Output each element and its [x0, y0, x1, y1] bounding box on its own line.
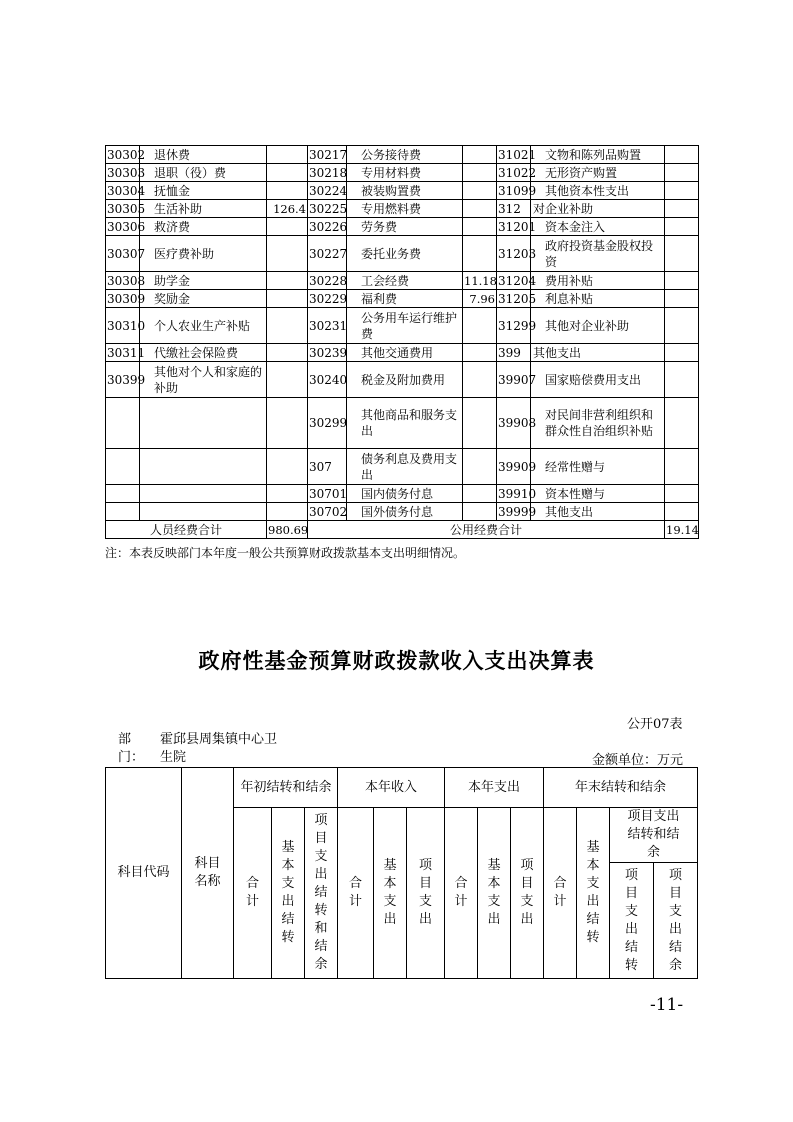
personnel-name-cell: 退职（役）费	[140, 164, 267, 182]
personnel-name-cell	[140, 449, 267, 485]
personnel-amount-cell	[267, 449, 308, 485]
public2-amount-cell	[665, 362, 699, 398]
personnel-code-cell	[106, 449, 140, 485]
personnel-amount-cell	[267, 272, 308, 290]
public2-amount-cell	[665, 164, 699, 182]
public-code-cell: 30240	[308, 362, 347, 398]
personnel-code-cell: 30309	[107, 291, 146, 306]
public2-amount-cell	[665, 218, 699, 236]
closing-basic-carryover-header: 基本支出结转	[577, 808, 610, 979]
public2-code-cell: 39999	[498, 504, 537, 519]
personnel-code-cell: 30308	[107, 273, 146, 288]
public-name-cell: 被装购置费	[347, 182, 463, 200]
personnel-name-cell: 退休费	[140, 146, 267, 164]
public2-name-cell: 其他支出	[531, 344, 665, 362]
public-amount-cell	[463, 182, 497, 200]
public-code-cell: 30226	[309, 219, 348, 234]
table-row	[106, 272, 699, 290]
personnel-name-cell: 其他对个人和家庭的补助	[140, 362, 267, 398]
personnel-code-cell: 30306	[107, 219, 146, 234]
public-code-cell: 30702	[309, 504, 348, 519]
public2-name-cell: 资本性赠与	[531, 485, 665, 503]
public2-amount-cell	[665, 308, 699, 344]
public-code-cell: 30218	[309, 165, 348, 180]
closing-total-header: 合计	[544, 808, 577, 979]
basic-expense-detail-table	[105, 145, 699, 539]
dept-name-line2: 生院	[160, 750, 187, 765]
dept-name-line1: 霍邱县周集镇中心卫	[160, 732, 278, 747]
public-name-cell: 工会经费	[347, 272, 463, 290]
public-amount-cell	[463, 164, 497, 182]
personnel-amount-cell	[267, 182, 308, 200]
public2-amount-cell	[665, 146, 699, 164]
public2-name-cell: 其他资本性支出	[531, 182, 665, 200]
public2-code-cell: 39908	[497, 398, 531, 449]
total-row	[106, 521, 699, 539]
public2-amount-cell	[665, 398, 699, 449]
public2-code-cell: 312	[497, 200, 531, 218]
public2-amount-cell	[665, 344, 699, 362]
table-row	[106, 200, 699, 218]
table-row	[106, 290, 699, 308]
public-code-cell: 30229	[309, 291, 348, 306]
opening-balance-header: 年初结转和结余	[234, 768, 338, 808]
closing-balance-header: 年末结转和结余	[544, 768, 698, 808]
table-row	[106, 344, 699, 362]
public2-name-cell: 政府投资基金股权投资	[531, 236, 665, 272]
public-code-cell: 30217	[309, 147, 348, 162]
personnel-amount-cell	[267, 398, 308, 449]
public-amount-cell	[463, 236, 497, 272]
personnel-code-cell	[106, 503, 140, 521]
closing-project-surplus-header: 项目支出结余	[654, 863, 698, 979]
personnel-name-cell: 助学金	[140, 272, 267, 290]
table-row	[106, 485, 699, 503]
public-name-cell: 国外债务付息	[347, 503, 463, 521]
page-number: -11-	[650, 995, 684, 1015]
personnel-amount-cell	[267, 308, 308, 344]
public2-name-cell: 资本金注入	[531, 218, 665, 236]
public-name-cell: 福利费	[347, 290, 463, 308]
form-id: 公开07表	[627, 717, 683, 732]
dept-label-line1: 部	[118, 732, 132, 747]
public-total-label: 公用经费合计	[308, 521, 665, 539]
public-code-cell: 307	[308, 449, 347, 485]
public-code-cell: 30231	[308, 308, 347, 344]
public2-name-cell: 对民间非营利组织和群众性自治组织补贴	[531, 398, 665, 449]
public-amount-cell	[463, 200, 497, 218]
public-code-cell: 30227	[308, 236, 347, 272]
fund-budget-header-table	[105, 767, 698, 979]
personnel-amount-cell	[267, 485, 308, 503]
table-row	[106, 398, 699, 449]
personnel-amount-cell	[267, 344, 308, 362]
personnel-code-cell: 30304	[107, 183, 146, 198]
public-name-cell: 税金及附加费用	[347, 362, 463, 398]
personnel-code-cell: 30302	[107, 147, 146, 162]
public-name-cell: 劳务费	[347, 218, 463, 236]
public-name-cell: 专用材料费	[347, 164, 463, 182]
public2-name-cell: 文物和陈列品购置	[531, 146, 665, 164]
personnel-name-cell: 医疗费补助	[140, 236, 267, 272]
public2-code-cell: 399	[497, 344, 531, 362]
public-amount-cell: 7.96	[463, 290, 497, 308]
personnel-name-cell: 抚恤金	[140, 182, 267, 200]
public2-amount-cell	[665, 485, 699, 503]
public-code-cell: 30224	[309, 183, 348, 198]
public2-amount-cell	[665, 290, 699, 308]
personnel-name-cell: 生活补助	[140, 200, 267, 218]
public2-code-cell: 31203	[497, 236, 531, 272]
personnel-amount-cell	[267, 164, 308, 182]
page-title: 政府性基金预算财政拨款收入支出决算表	[198, 649, 595, 673]
income-total-header: 合计	[338, 808, 374, 979]
public2-name-cell: 利息补贴	[531, 290, 665, 308]
personnel-name-cell	[140, 485, 267, 503]
personnel-amount-cell	[267, 362, 308, 398]
opening-basic-carryover-header: 基本支出结转	[272, 808, 305, 979]
public-amount-cell	[463, 344, 497, 362]
table-row	[106, 236, 699, 272]
public2-code-cell: 31022	[498, 165, 537, 180]
public2-code-cell: 31099	[498, 183, 537, 198]
public2-name-cell: 国家赔偿费用支出	[531, 362, 665, 398]
public2-name-cell: 对企业补助	[531, 200, 665, 218]
public2-code-cell: 31021	[498, 147, 537, 162]
public-name-cell: 专用燃料费	[347, 200, 463, 218]
public2-code-cell: 39910	[498, 486, 537, 501]
public-name-cell: 债务利息及费用支出	[347, 449, 463, 485]
table-row	[106, 218, 699, 236]
public-amount-cell	[463, 398, 497, 449]
personnel-name-cell: 救济费	[140, 218, 267, 236]
public-code-cell: 30239	[309, 345, 348, 360]
public2-name-cell: 经常性赠与	[531, 449, 665, 485]
personnel-total-value: 980.69	[268, 522, 309, 537]
public-name-cell: 公务接待费	[347, 146, 463, 164]
public-amount-cell	[463, 449, 497, 485]
public2-amount-cell	[665, 272, 699, 290]
subject-code-header: 科目代码	[106, 768, 182, 979]
public2-code-cell: 31205	[498, 291, 537, 306]
personnel-code-cell: 30303	[107, 165, 146, 180]
personnel-amount-cell	[267, 218, 308, 236]
personnel-total-label: 人员经费合计	[106, 521, 267, 539]
public-code-cell: 30228	[309, 273, 348, 288]
public-name-cell: 公务用车运行维护费	[347, 308, 463, 344]
personnel-code-cell: 30311	[107, 345, 146, 360]
table-row	[106, 146, 699, 164]
opening-project-carryover-header: 项目支出结转和结余	[305, 808, 338, 979]
detail-table-body	[106, 146, 699, 521]
table-row	[106, 164, 699, 182]
subject-name-header: 科目名称	[182, 768, 234, 979]
personnel-amount-cell	[267, 503, 308, 521]
personnel-code-cell: 30305	[107, 201, 146, 216]
personnel-code-cell	[106, 398, 140, 449]
public-amount-cell	[463, 308, 497, 344]
table-row	[106, 308, 699, 344]
public-total-value: 19.14	[666, 522, 699, 537]
personnel-code-cell: 30399	[106, 362, 140, 398]
public-code-cell: 30299	[308, 398, 347, 449]
public-amount-cell	[463, 218, 497, 236]
expense-total-header: 合计	[445, 808, 478, 979]
personnel-name-cell: 代缴社会保险费	[140, 344, 267, 362]
table-note: 注：本表反映部门本年度一般公共预算财政拨款基本支出明细情况。	[105, 546, 466, 560]
personnel-name-cell	[140, 503, 267, 521]
public2-code-cell: 39909	[497, 449, 531, 485]
opening-total-header: 合计	[234, 808, 272, 979]
public-name-cell: 国内债务付息	[347, 485, 463, 503]
personnel-code-cell: 30307	[106, 236, 140, 272]
public-amount-cell	[463, 485, 497, 503]
public-code-cell: 30701	[309, 486, 348, 501]
expense-basic-header: 基本支出	[478, 808, 511, 979]
public-name-cell: 其他交通费用	[347, 344, 463, 362]
public2-code-cell: 31201	[498, 219, 537, 234]
public2-name-cell: 其他对企业补助	[531, 308, 665, 344]
dept-label	[118, 731, 144, 767]
closing-project-carryover-header: 项目支出结转和结余	[610, 808, 698, 863]
public2-amount-cell	[665, 449, 699, 485]
public2-amount-cell	[665, 503, 699, 521]
personnel-name-cell	[140, 398, 267, 449]
public2-name-cell: 无形资产购置	[531, 164, 665, 182]
dept-label-line2: 门：	[118, 750, 145, 765]
current-expense-header: 本年支出	[445, 768, 544, 808]
public2-code-cell: 31299	[497, 308, 531, 344]
dept-name	[160, 731, 277, 767]
personnel-amount-cell	[267, 290, 308, 308]
public-amount-cell	[463, 503, 497, 521]
closing-project-carry-header: 项目支出结转	[610, 863, 654, 979]
public-amount-cell: 11.18	[464, 273, 497, 288]
personnel-code-cell	[106, 485, 140, 503]
table-row	[106, 449, 699, 485]
public-amount-cell	[463, 362, 497, 398]
table-row	[106, 503, 699, 521]
amount-unit: 金额单位：万元	[592, 753, 684, 768]
current-income-header: 本年收入	[338, 768, 445, 808]
public-code-cell: 30225	[309, 201, 348, 216]
income-basic-header: 基本支出	[374, 808, 407, 979]
personnel-name-cell: 个人农业生产补贴	[140, 308, 267, 344]
public2-code-cell: 31204	[498, 273, 537, 288]
public2-amount-cell	[665, 200, 699, 218]
personnel-amount-cell: 126.4	[267, 200, 308, 218]
public-name-cell: 委托业务费	[347, 236, 463, 272]
public2-name-cell: 费用补贴	[531, 272, 665, 290]
public-name-cell: 其他商品和服务支出	[347, 398, 463, 449]
expense-project-header: 项目支出	[511, 808, 544, 979]
public2-name-cell: 其他支出	[531, 503, 665, 521]
personnel-amount-cell	[267, 146, 308, 164]
personnel-code-cell: 30310	[106, 308, 140, 344]
personnel-amount-cell	[267, 236, 308, 272]
income-project-header: 项目支出	[407, 808, 445, 979]
public2-amount-cell	[665, 182, 699, 200]
public2-code-cell: 39907	[497, 362, 531, 398]
table-row	[106, 182, 699, 200]
table-row	[106, 362, 699, 398]
public2-amount-cell	[665, 236, 699, 272]
public-amount-cell	[463, 146, 497, 164]
personnel-name-cell: 奖励金	[140, 290, 267, 308]
